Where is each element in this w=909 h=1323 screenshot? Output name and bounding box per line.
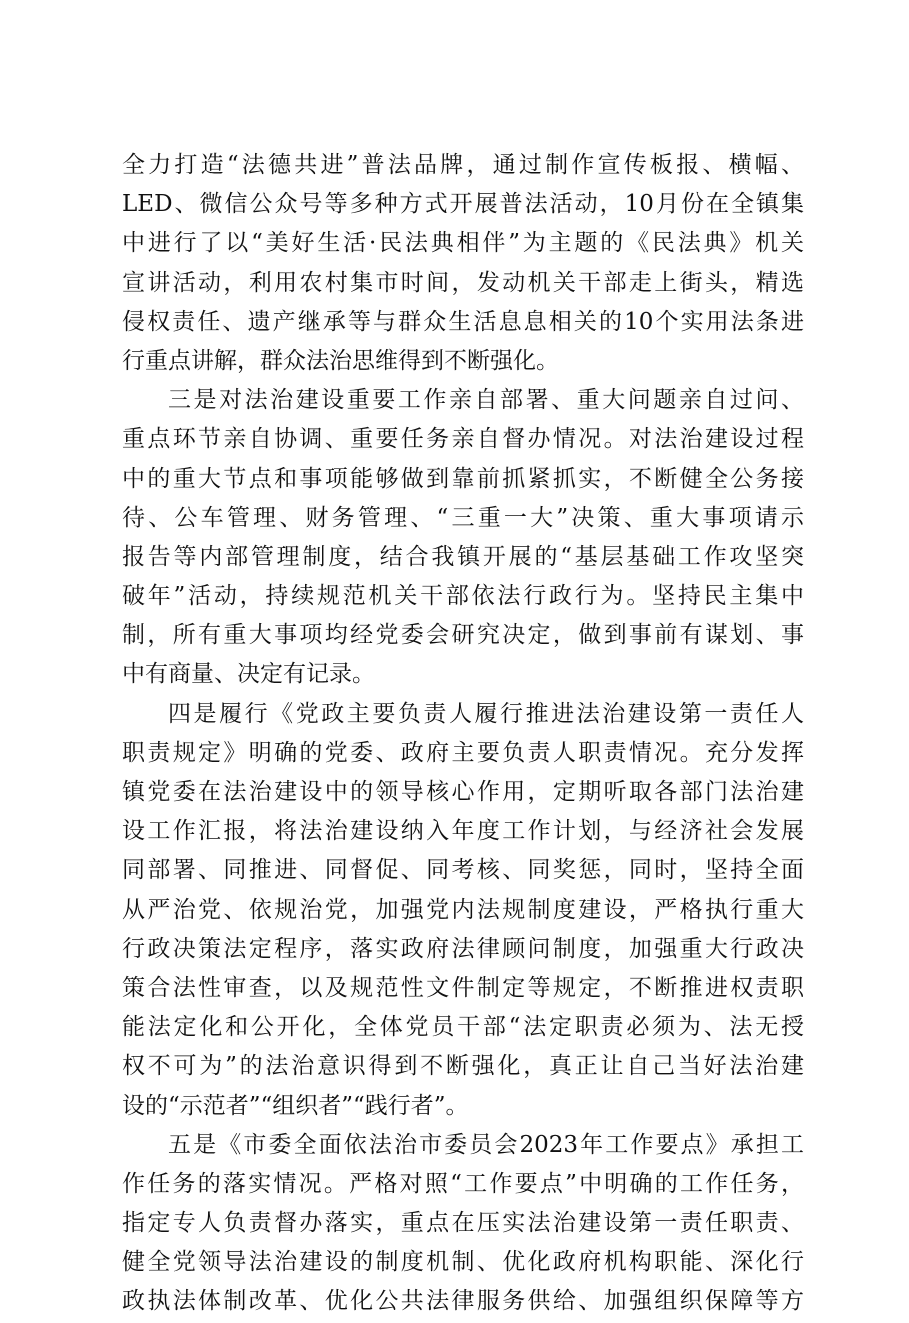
- text-line: 中进行了以“美好生活·民法典相伴”为主题的《民法典》机关: [122, 230, 804, 257]
- text-line: 破年”活动，持续规范机关干部依法行政行为。坚持民主集中: [122, 583, 804, 610]
- paragraph-1: [122, 147, 804, 379]
- text-line: 设的“示范者”“组织者”“践行者”。: [122, 1092, 469, 1119]
- text-line: 侵权责任、遗产继承等与群众生活息息相关的10个实用法条进: [122, 308, 804, 335]
- text-line: 重点环节亲自协调、重要任务亲自督办情况。对法治建设过程: [122, 426, 804, 453]
- document-body: [122, 147, 804, 1323]
- text-line: 政执法体制改革、优化公共法律服务供给、加强组织保障等方: [122, 1288, 804, 1315]
- text-line: 中有商量、决定有记录。: [122, 661, 375, 688]
- text-line: 权不可为”的法治意识得到不断强化，真正让自己当好法治建: [122, 1053, 804, 1080]
- text-line: 报告等内部管理制度，结合我镇开展的“基层基础工作攻坚突: [122, 543, 804, 570]
- text-line: 指定专人负责督办落实，重点在压实法治建设第一责任职责、: [122, 1210, 804, 1237]
- text-line: 中的重大节点和事项能够做到靠前抓紧抓实，不断健全公务接: [122, 465, 804, 492]
- text-line: 同部署、同推进、同督促、同考核、同奖惩，同时，坚持全面: [122, 857, 804, 884]
- text-line: 镇党委在法治建设中的领导核心作用，定期听取各部门法治建: [122, 779, 804, 805]
- text-line: 从严治党、依规治党，加强党内法规制度建设，严格执行重大: [122, 896, 804, 923]
- text-line: 行政决策法定程序，落实政府法律顾问制度，加强重大行政决: [122, 935, 804, 962]
- text-line: 能法定化和公开化，全体党员干部“法定职责必须为、法无授: [122, 1014, 804, 1041]
- text-line: 职责规定》明确的党委、政府主要负责人职责情况。充分发挥: [122, 739, 804, 766]
- text-line: 全力打造“法德共进”普法品牌，通过制作宣传板报、横幅、: [122, 152, 804, 178]
- text-line: 三是对法治建设重要工作亲自部署、重大问题亲自过问、: [168, 387, 804, 414]
- text-line: 作任务的落实情况。严格对照“工作要点”中明确的工作任务，: [122, 1170, 804, 1197]
- paragraph-4: [122, 1127, 804, 1320]
- paragraph-2: [122, 382, 804, 692]
- paragraph-3: [122, 696, 804, 1124]
- text-line: 宣讲活动，利用农村集市时间，发动机关干部走上街头，精选: [122, 269, 804, 296]
- text-line: 待、公车管理、财务管理、“三重一大”决策、重大事项请示: [122, 504, 804, 531]
- text-line: 五是《市委全面依法治市委员会2023年工作要点》承担工: [168, 1131, 804, 1158]
- text-line: 设工作汇报，将法治建设纳入年度工作计划，与经济社会发展: [122, 818, 804, 845]
- text-line: LED、微信公众号等多种方式开展普法活动，10月份在全镇集: [122, 191, 804, 218]
- text-line: 健全党领导法治建设的制度机制、优化政府机构职能、深化行: [122, 1249, 804, 1276]
- text-line: 策合法性审查，以及规范性文件制定等规定，不断推进权责职: [122, 974, 804, 1001]
- text-line: 制，所有重大事项均经党委会研究决定，做到事前有谋划、事: [122, 622, 804, 649]
- text-line: 行重点讲解，群众法治思维得到不断强化。: [122, 347, 559, 374]
- text-line: 四是履行《党政主要负责人履行推进法治建设第一责任人: [168, 700, 804, 727]
